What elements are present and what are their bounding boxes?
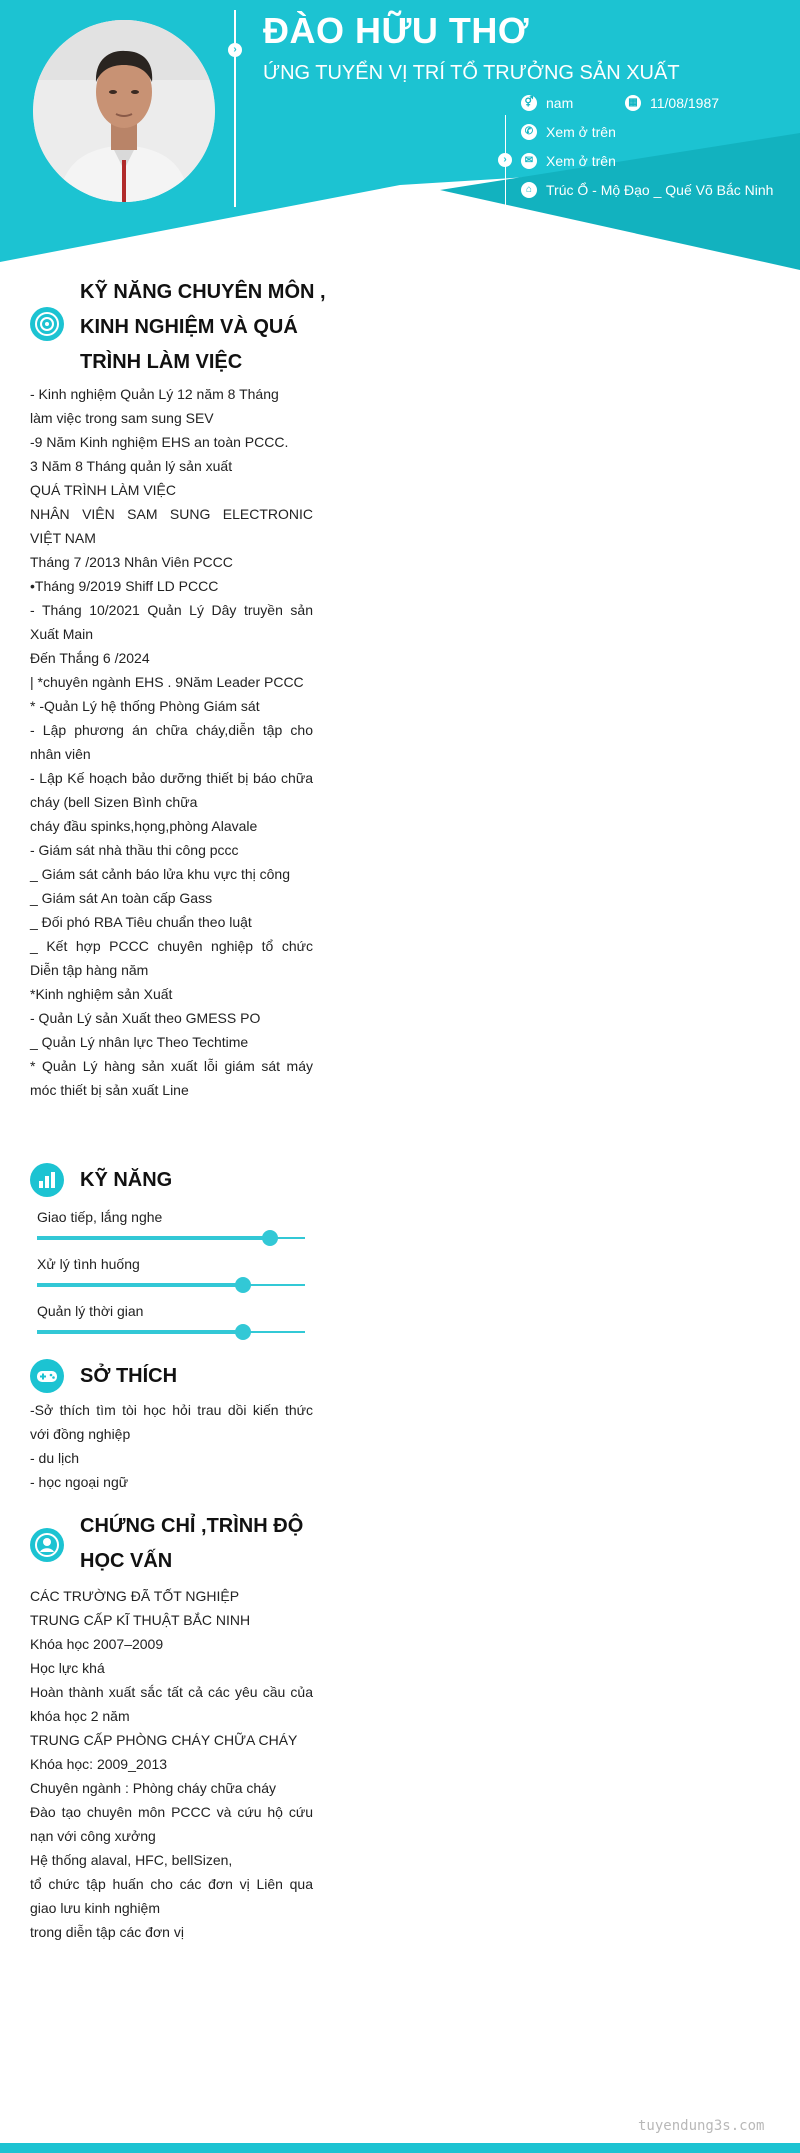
education-title: CHỨNG CHỈ ,TRÌNH ĐỘ HỌC VẤN [80, 1515, 304, 1572]
hobbies-text [30, 1398, 313, 1494]
education-text [30, 1584, 313, 1944]
text-line: Hoàn thành xuất sắc tất cả các yêu cầu của khóa học 2 năm [30, 1684, 313, 1724]
text-line: | *chuyên ngành EHS . 9Năm Leader PCCC [30, 674, 304, 690]
contact-phone [521, 124, 616, 140]
text-line: * Quản Lý hàng sản xuất lỗi giám sát máy móc thiết bị sản xuất Line [30, 1058, 313, 1098]
avatar [33, 20, 215, 202]
text-line: Chuyên ngành : Phòng cháy chữa cháy [30, 1780, 276, 1796]
text-line: - du lịch [30, 1450, 80, 1466]
text-line: -9 Năm Kinh nghiệm EHS an toàn PCCC. [30, 434, 289, 450]
applied-position: ỨNG TUYỂN VỊ TRÍ TỔ TRƯỞNG SẢN XUẤT [263, 62, 680, 84]
experience-title: KỸ NĂNG CHUYÊN MÔN , KINH NGHIỆM VÀ QUÁ TRÌNH LÀM VIỆC [80, 281, 326, 373]
skills-title: KỸ NĂNG [80, 1169, 173, 1191]
text-line: - Kinh nghiệm Quản Lý 12 năm 8 Tháng [30, 386, 279, 402]
skill-level-fill [37, 1330, 243, 1334]
text-line: làm việc trong sam sung SEV [30, 410, 214, 426]
text-line: CÁC TRƯỜNG ĐÃ TỐT NGHIỆP [30, 1588, 240, 1604]
text-line: - Lập Kế hoạch bảo dưỡng thiết bị báo chữa cháy (bell Sizen Bình chữa [30, 770, 313, 810]
text-line: Học lực khá [30, 1660, 105, 1676]
text-line: _ Quản Lý nhân lực Theo Techtime [30, 1034, 249, 1050]
person-photo-icon [33, 20, 215, 202]
skill-level-knob [235, 1324, 251, 1340]
skill-level-knob [235, 1277, 251, 1293]
chevron-right-icon: › [498, 153, 512, 167]
skill-level-fill [37, 1283, 243, 1287]
text-line: * -Quản Lý hệ thống Phòng Giám sát [30, 698, 260, 714]
skill-slider [37, 1237, 305, 1239]
skill-level-fill [37, 1236, 270, 1240]
contact-gender [521, 95, 573, 111]
target-icon [30, 307, 64, 341]
text-line: -Sở thích tìm tòi học hỏi trau dồi kiến thức với đồng nghiệp [30, 1402, 313, 1442]
skill-label: Giao tiếp, lắng nghe [37, 1209, 163, 1225]
bar-chart-icon [30, 1163, 64, 1197]
education-heading [30, 1509, 340, 1579]
text-line: Tháng 7 /2013 Nhân Viên PCCC [30, 554, 233, 570]
text-line: *Kinh nghiệm sản Xuất [30, 986, 173, 1002]
text-line: - học ngoại ngữ [30, 1474, 129, 1490]
header-divider [234, 10, 236, 207]
skill-label: Xử lý tình huống [37, 1256, 140, 1272]
text-line: - Lập phương án chữa cháy,diễn tập cho nhân viên [30, 722, 313, 762]
email-icon: ✉ [521, 153, 537, 169]
skill-item [37, 1254, 305, 1286]
gender-icon: ⚥ [521, 95, 537, 111]
gamepad-icon [30, 1359, 64, 1393]
text-line: _ Kết hợp PCCC chuyên nghiệp tổ chức Diễn tập hàng năm [30, 938, 313, 978]
contact-address [521, 182, 773, 198]
text-line: •Tháng 9/2019 Shiff LD PCCC [30, 578, 219, 594]
contact-email [521, 153, 616, 169]
text-line: Đào tạo chuyên môn PCCC và cứu hộ cứu nạn với công xưởng [30, 1804, 313, 1844]
footer-bar [0, 2143, 800, 2153]
candidate-name: ĐÀO HỮU THƠ [263, 10, 530, 51]
skill-item [37, 1301, 305, 1333]
gender-value: nam [546, 95, 574, 111]
experience-text [30, 382, 313, 1102]
skill-slider [37, 1331, 305, 1333]
skills-heading [30, 1163, 340, 1198]
phone-value: Xem ở trên [546, 124, 616, 140]
skill-label: Quản lý thời gian [37, 1303, 144, 1319]
text-line: Đến Thắng 6 /2024 [30, 650, 150, 666]
watermark: tuyendung3s.com [638, 2118, 765, 2134]
text-line: Khóa học 2007–2009 [30, 1636, 164, 1652]
text-line: _ Giám sát An toàn cấp Gass [30, 890, 213, 906]
text-line: Hệ thống alaval, HFC, bellSizen, [30, 1852, 233, 1868]
email-value: Xem ở trên [546, 153, 616, 169]
text-line: - Giám sát nhà thầu thi công pccc [30, 842, 239, 858]
text-line: cháy đầu spinks,họng,phòng Alavale [30, 818, 258, 834]
skill-slider [37, 1284, 305, 1286]
home-icon: ⌂ [521, 182, 537, 198]
cv-header [0, 0, 800, 270]
skill-item [37, 1207, 305, 1239]
text-line: Khóa học: 2009_2013 [30, 1756, 168, 1772]
text-line: NHÂN VIÊN SAM SUNG ELECTRONIC VIỆT NAM [30, 506, 313, 546]
text-line: trong diễn tập các đơn vị [30, 1924, 184, 1940]
text-line: - Quản Lý sản Xuất theo GMESS PO [30, 1010, 261, 1026]
text-line: tổ chức tập huấn cho các đơn vị Liên qua giao lưu kinh nghiệm [30, 1876, 313, 1916]
contact-birthday [625, 95, 719, 111]
text-line: - Tháng 10/2021 Quản Lý Dây truyền sản Xuất Main [30, 602, 313, 642]
text-line: _ Đối phó RBA Tiêu chuẩn theo luật [30, 914, 252, 930]
chevron-right-icon: › [228, 43, 242, 57]
user-circle-icon [30, 1528, 64, 1562]
experience-heading [30, 275, 340, 380]
calendar-icon: ▦ [625, 95, 641, 111]
skill-level-knob [262, 1230, 278, 1246]
text-line: _ Giám sát cảnh báo lửa khu vực thị công [30, 866, 290, 882]
hobbies-heading [30, 1359, 340, 1394]
text-line: 3 Năm 8 Tháng quản lý sản xuất [30, 458, 233, 474]
phone-icon: ✆ [521, 124, 537, 140]
text-line: QUÁ TRÌNH LÀM VIỆC [30, 482, 176, 498]
birthday-value: 11/08/1987 [650, 95, 720, 111]
text-line: TRUNG CẤP PHÒNG CHÁY CHỮA CHÁY [30, 1732, 298, 1748]
hobbies-title: SỞ THÍCH [80, 1365, 178, 1387]
text-line: TRUNG CẤP KĨ THUẬT BẮC NINH [30, 1612, 251, 1628]
address-value: Trúc Ổ - Mộ Đạo _ Quế Võ Bắc Ninh [546, 182, 774, 198]
